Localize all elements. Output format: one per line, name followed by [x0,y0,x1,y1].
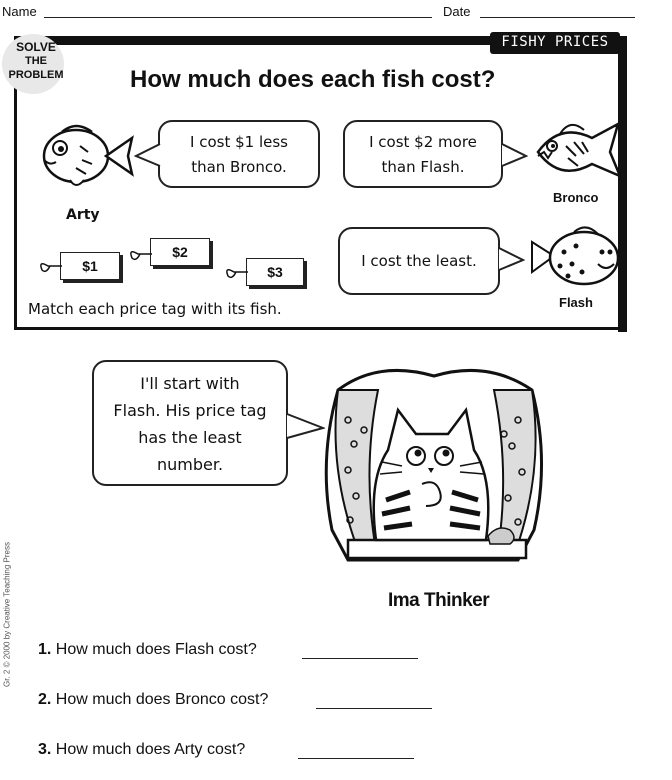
question-2-text: How much does Bronco cost? [55,691,269,708]
fish-bronco-icon [530,112,624,188]
bronco-speech-line-1: I cost $2 more [369,133,477,151]
question-3-text: How much does Arty cost? [55,741,246,758]
thinker-speech-bubble [92,360,288,486]
question-3 [38,741,245,759]
fish-flash-icon [528,222,624,294]
price-tag-1-label: $1 [82,258,98,274]
answer-3-field[interactable] [298,758,414,759]
answer-1-field[interactable] [302,658,418,659]
bronco-bubble-pointer [500,140,528,170]
answer-2-field[interactable] [316,708,432,709]
solve-label-2: THE [25,55,47,67]
fish-bronco-label: Bronco [553,190,599,205]
question-1-number: 1. [38,641,52,658]
page-title: How much does each fish cost? [130,66,496,93]
cat-thinker-icon [318,360,550,584]
thinker-name: Ima Thinker [388,590,490,611]
arty-speech-bubble [158,120,320,188]
arty-speech-line-1: I cost $1 less [190,133,288,151]
price-tag-2-label: $2 [172,244,188,260]
thinker-speech-line-4: number. [156,455,224,474]
question-1 [38,641,257,659]
fish-flash-label: Flash [559,295,593,310]
fishy-prices-badge-label: FISHY PRICES [501,34,609,50]
date-field[interactable] [480,17,635,18]
price-tag-1-string-icon [36,256,64,276]
date-label: Date [443,4,471,19]
question-3-number: 3. [38,741,52,758]
name-field[interactable] [44,17,432,18]
price-tag-3-string-icon [222,262,250,282]
price-tag-2[interactable] [150,238,210,266]
flash-speech-bubble [338,227,500,295]
side-credit: Gr. 2 © 2000 by Creative Teaching Press [2,542,12,687]
question-2 [38,691,268,709]
price-tag-3-label: $3 [267,264,283,280]
price-tag-1[interactable] [60,252,120,280]
fish-arty-icon [36,116,136,196]
question-2-number: 2. [38,691,52,708]
thinker-speech-line-2: Flash. His price tag [113,401,267,420]
bronco-speech-bubble [343,120,503,188]
price-tag-3[interactable] [246,258,304,286]
price-tag-2-string-icon [126,244,154,264]
flash-speech-line-1: I cost the least. [361,252,477,270]
arty-bubble-pointer [134,140,162,170]
solve-label-1: SOLVE [16,40,56,54]
flash-bubble-pointer [497,244,525,274]
bronco-speech-line-2: than Flash. [381,158,465,176]
arty-speech-line-2: than Bronco. [191,158,287,176]
name-label: Name [2,4,37,19]
match-instruction: Match each price tag with its fish. [28,300,282,318]
fish-arty-label: Arty [66,207,100,223]
thinker-speech-line-1: I'll start with [140,374,240,393]
thinker-speech-line-3: has the least [138,428,242,447]
question-1-text: How much does Flash cost? [55,641,257,658]
solve-label-3: PROBLEM [8,69,64,81]
